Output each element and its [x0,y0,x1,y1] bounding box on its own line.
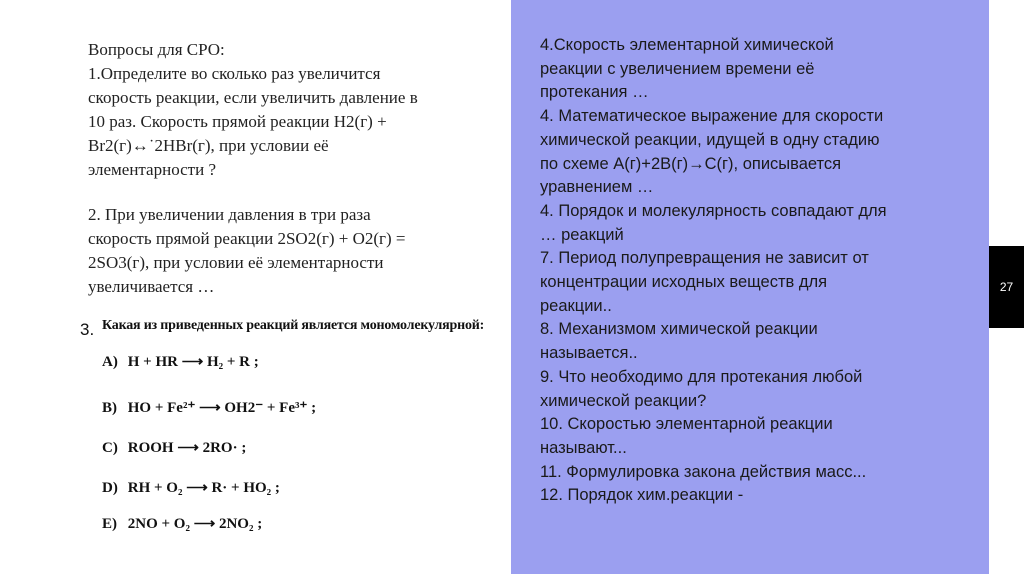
option-e [102,514,262,533]
option-b [102,398,316,417]
option-a [102,352,259,371]
question-line: химической реакции, идущей в одну стадию [540,130,880,149]
text-line: 10 раз. Скорость прямой реакции H2(г) + [88,112,387,131]
option-equation: RH + O₂ ⟶ R· + HO₂ ; [127,480,280,496]
question-line: называется.. [540,344,638,363]
question-line: 7. Период полупревращения не зависит от [540,249,869,268]
question-3-image [102,318,485,532]
text-line: скорость прямой реакции 2SO2(г) + O2(г) = [88,229,406,248]
question-line: по схеме A(г)+2B(г)→C(г), описывается [540,154,842,173]
question-line: 9. Что необходимо для протекания любой [540,367,863,386]
question-line: 11. Формулировка закона действия масс... [540,462,867,481]
option-letter: C) [102,440,118,456]
option-equation: H + HR ⟶ H₂ + R ; [127,354,259,370]
question-line: химической реакции? [540,391,707,410]
left-panel [0,0,511,574]
option-d [102,478,280,497]
text-line: 2. При увеличении давления в три раза [88,205,371,224]
page-number: 27 [999,280,1014,294]
question-line: … реакций [540,225,624,244]
option-letter: B) [102,400,117,416]
questions-list [540,34,980,508]
text-line: элементарности ? [88,160,216,179]
text-line: скорость реакции, если увеличить давление в [88,88,418,107]
question-line: уравнением … [540,178,654,197]
option-c [102,438,246,457]
text-line: 2SO3(г), при условии её элементарности [88,253,384,272]
text-line: Br2(г)↔˙2HBr(г), при условии её [88,136,329,155]
option-equation: ROOH ⟶ 2RO· ; [127,440,247,456]
question-line: 10. Скоростью элементарной реакции [540,415,833,434]
question-3-title: Какая из приведенных реакций является мономолекулярной: [102,318,485,333]
question-line: 4. Порядок и молекулярность совпадают для [540,201,887,220]
question-line: 12. Порядок хим.реакции - [540,486,744,505]
option-equation: 2NO + O₂ ⟶ 2NO₂ ; [127,516,263,532]
question-line: 4.Скорость элементарной химической [540,36,834,54]
question-3-number: 3. [80,320,95,339]
text-line: увеличивается … [88,277,215,296]
option-letter: A) [102,354,118,370]
text-line: 1.Определите во сколько раз увеличится [88,64,381,83]
question-line: 4. Математическое выражение для скорости [540,107,884,126]
question-line: реакции с увеличением времени её [540,59,815,78]
option-letter: E) [102,516,117,532]
question-line: 8. Механизмом химической реакции [540,320,818,339]
question-line: реакции.. [540,296,612,315]
page-number-badge [989,246,1024,328]
question-1 [88,38,498,182]
option-equation: HO + Fe²⁺ ⟶ OH2⁻ + Fe³⁺ ; [127,400,317,416]
question-line: концентрации исходных веществ для [540,273,828,292]
question-line: называют... [540,438,627,457]
question-2 [88,203,498,299]
text-line: Вопросы для СРО: [88,40,225,59]
question-line: протекания … [540,83,649,102]
option-letter: D) [102,480,118,496]
